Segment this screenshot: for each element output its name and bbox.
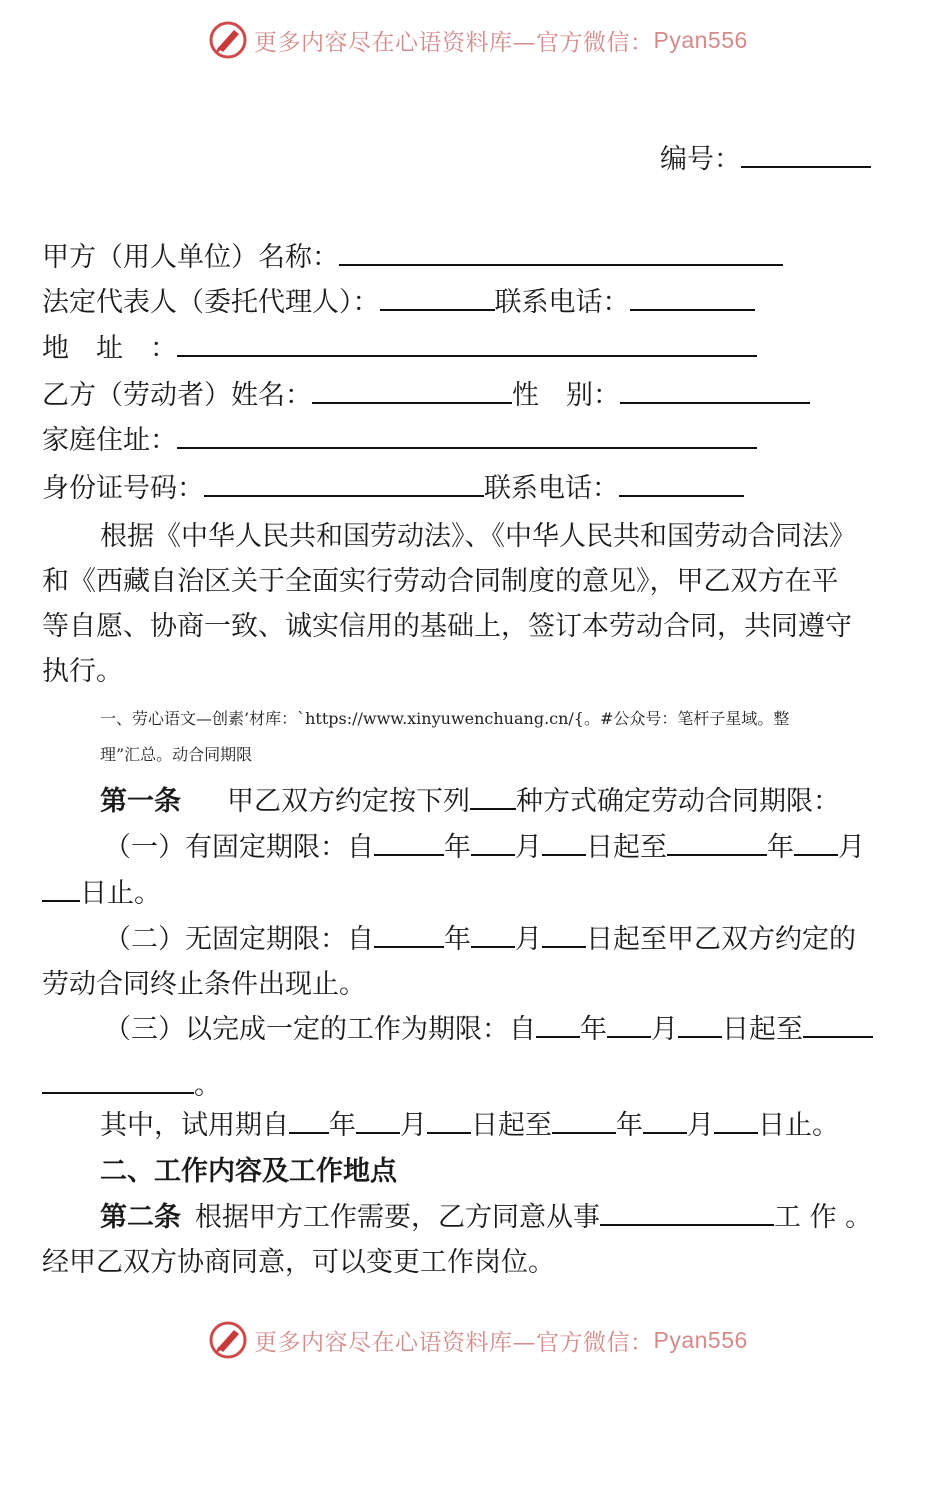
- probation-end-day-blank: [714, 1108, 758, 1134]
- job-blank: [600, 1200, 774, 1226]
- day-end-text: 日止。: [758, 1110, 839, 1141]
- task-term-row: [104, 1012, 873, 1048]
- day-from-text: 日起至: [722, 1014, 803, 1045]
- home-address-blank: [177, 423, 757, 449]
- probation-start-day-blank: [427, 1108, 471, 1134]
- phone-a-label: 联系电话：: [494, 287, 630, 318]
- open-term-label: （二）无固定期限：自: [104, 924, 374, 955]
- intro-line-2: 和《西藏自治区关于全面实行劳动合同制度的意见》，甲乙双方在平: [42, 566, 839, 597]
- fixed-end-month-blank: [794, 830, 838, 856]
- id-number-row: [42, 471, 744, 507]
- year-text: 年: [329, 1110, 356, 1141]
- article-2-text-a: 根据甲方工作需要，乙方同意从事: [195, 1202, 600, 1233]
- open-term-row: [104, 922, 856, 958]
- fixed-start-month-blank: [471, 830, 515, 856]
- open-start-day-blank: [542, 922, 586, 948]
- legal-rep-row: [42, 285, 755, 321]
- intro-line-3: 等自愿、协商一致、诚实信用的基础上，签订本劳动合同，共同遵守: [42, 611, 852, 642]
- contract-number-row: [660, 142, 871, 178]
- day-from-text: 日起至: [586, 832, 667, 863]
- home-address-label: 家庭住址：: [42, 425, 177, 456]
- pen-seal-logo-icon: [208, 1320, 248, 1360]
- year-text: 年: [580, 1014, 607, 1045]
- task-year-blank: [536, 1012, 580, 1038]
- fixed-term-row: [104, 830, 865, 866]
- section-2-title: 二、工作内容及工作地点: [100, 1156, 397, 1187]
- task-term-label: （三）以完成一定的工作为期限：自: [104, 1014, 536, 1045]
- article-1-text-a: 甲乙双方约定按下列: [227, 786, 470, 817]
- month-text: 月: [651, 1014, 678, 1045]
- party-b-name-label: 乙方（劳动者）姓名：: [42, 380, 312, 411]
- year-text: 年: [767, 832, 794, 863]
- address-row: [42, 331, 757, 367]
- phone-b-blank: [619, 471, 744, 497]
- party-a-name-row: [42, 240, 783, 276]
- fixed-end-year-blank: [667, 830, 767, 856]
- note-line-2: 理”汇总。动合同期限: [100, 745, 253, 764]
- probation-end-month-blank: [643, 1108, 687, 1134]
- note-line-1: 一、劳心语文—创素’材库：`https://www.xinyuwenchuang.cn/{。#公众号：笔杆子星域。整: [100, 709, 790, 728]
- party-a-name-label: 甲方（用人单位）名称：: [42, 242, 339, 273]
- open-term-text-b: 日起至甲乙双方约定的: [586, 924, 856, 955]
- banner-text: 更多内容尽在心语资料库—官方微信：: [254, 1329, 654, 1356]
- task-end-blank-a: [803, 1012, 873, 1038]
- open-start-year-blank: [374, 922, 444, 948]
- footer-banner: [208, 1318, 748, 1362]
- year-text: 年: [444, 832, 471, 863]
- month-text: 月: [838, 832, 865, 863]
- header-banner: [208, 18, 748, 62]
- intro-line-4: 执行。: [42, 656, 123, 687]
- task-end-blank-b: [42, 1068, 194, 1094]
- year-text: 年: [444, 924, 471, 955]
- party-b-name-blank: [312, 378, 512, 404]
- id-number-blank: [204, 471, 484, 497]
- probation-end-year-blank: [552, 1108, 616, 1134]
- phone-b-label: 联系电话：: [484, 473, 619, 504]
- month-text: 月: [400, 1110, 427, 1141]
- article-2-label: 第二条: [100, 1202, 181, 1233]
- probation-start-year-blank: [289, 1108, 329, 1134]
- task-term-end-row: [42, 1068, 221, 1104]
- banner-wechat-id: Pyan556: [653, 1326, 748, 1353]
- party-b-name-row: [42, 378, 810, 414]
- fixed-start-year-blank: [374, 830, 444, 856]
- address-label: 地 址 ：: [42, 333, 177, 364]
- article-2-cont: 经甲乙双方协商同意，可以变更工作岗位。: [42, 1247, 555, 1278]
- day-end-text: 日止。: [80, 878, 161, 909]
- home-address-row: [42, 423, 757, 459]
- task-day-blank: [678, 1012, 722, 1038]
- gender-label: 性 别：: [512, 380, 620, 411]
- month-text: 月: [515, 924, 542, 955]
- gender-blank: [620, 378, 810, 404]
- fixed-end-day-blank: [42, 876, 80, 902]
- article-1-text-b: 种方式确定劳动合同期限：: [516, 786, 840, 817]
- banner-text: 更多内容尽在心语资料库—官方微信：: [254, 29, 654, 56]
- article-2-text-b: 工 作 。: [774, 1202, 873, 1233]
- id-number-label: 身份证号码：: [42, 473, 204, 504]
- open-start-month-blank: [471, 922, 515, 948]
- day-from-text: 日起至: [471, 1110, 552, 1141]
- legal-rep-label: 法定代表人（委托代理人）：: [42, 287, 380, 318]
- pen-seal-logo-icon: [208, 20, 248, 60]
- article-1-label: 第一条: [100, 786, 181, 817]
- probation-label: 其中，试用期自: [100, 1110, 289, 1141]
- period-end-text: 。: [194, 1070, 221, 1101]
- banner-wechat-id: Pyan556: [653, 26, 748, 53]
- fixed-start-day-blank: [542, 830, 586, 856]
- party-a-name-blank: [339, 240, 783, 266]
- month-text: 月: [515, 832, 542, 863]
- article-2-row: [100, 1200, 872, 1236]
- article-1-count-blank: [470, 784, 516, 810]
- open-term-cont: 劳动合同终止条件出现止。: [42, 969, 366, 1000]
- fixed-term-end-row: [42, 876, 161, 912]
- month-text: 月: [687, 1110, 714, 1141]
- phone-a-blank: [630, 285, 755, 311]
- address-blank: [177, 331, 757, 357]
- number-label: 编号：: [660, 144, 741, 175]
- legal-rep-blank: [380, 285, 495, 311]
- fixed-term-label: （一）有固定期限：自: [104, 832, 374, 863]
- intro-line-1: 根据《中华人民共和国劳动法》、《中华人民共和国劳动合同法》: [100, 521, 856, 552]
- year-text: 年: [616, 1110, 643, 1141]
- probation-start-month-blank: [356, 1108, 400, 1134]
- article-1-heading: [100, 784, 840, 820]
- task-month-blank: [607, 1012, 651, 1038]
- probation-row: [100, 1108, 839, 1144]
- number-blank: [741, 142, 871, 168]
